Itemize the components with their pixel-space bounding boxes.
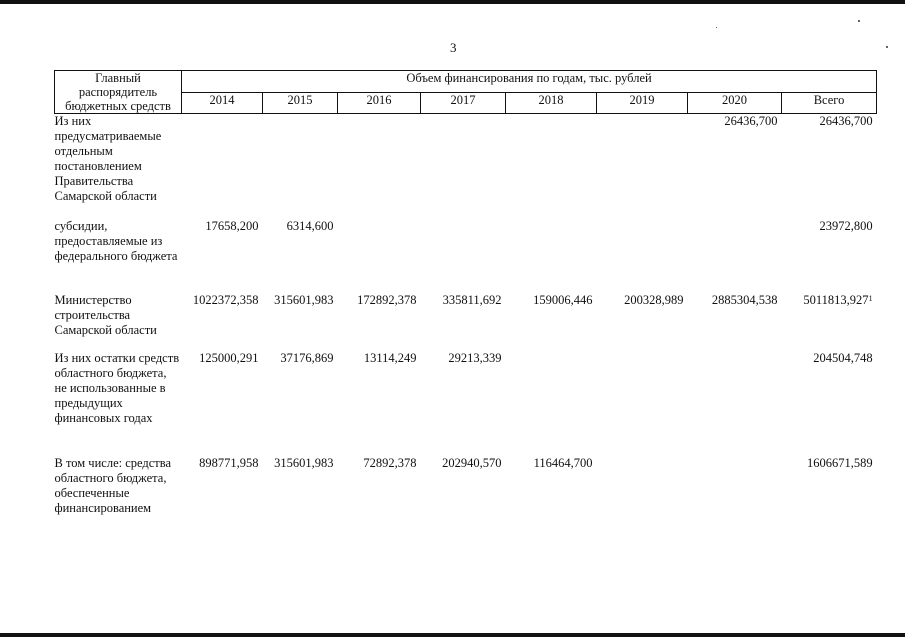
cell-2020: 2885304,538 <box>711 292 778 307</box>
cell-2014: 17658,200 <box>205 218 259 233</box>
cell-2017: 202940,570 <box>442 455 502 470</box>
cell-2019 <box>597 219 688 293</box>
cell-2015: 6314,600 <box>286 218 334 233</box>
cell-2016: 13114,249 <box>363 350 417 365</box>
scan-speck <box>886 46 888 48</box>
cell-2018: 159006,446 <box>533 292 593 307</box>
cell-2016 <box>338 114 421 219</box>
funding-table <box>54 70 877 532</box>
bottom-border-rule <box>0 633 905 637</box>
cell-2018 <box>506 114 597 219</box>
header-year-2018: 2018 <box>506 93 597 114</box>
cell-total: 204504,748 <box>813 350 873 365</box>
cell-2020: 26436,700 <box>724 114 778 128</box>
top-border-rule <box>0 0 905 4</box>
table-row <box>55 293 877 351</box>
page-number: 3 <box>450 40 457 55</box>
header-year-2019: 2019 <box>597 93 688 114</box>
cell-2015: 315601,983 <box>274 455 334 470</box>
header-year-2014: 2014 <box>182 93 263 114</box>
cell-2014: 1022372,358 <box>192 292 259 307</box>
header-year-2017: 2017 <box>421 93 506 114</box>
cell-2020 <box>688 456 782 532</box>
cell-2014: 898771,958 <box>199 455 259 470</box>
cell-2019: 200328,989 <box>624 292 684 307</box>
row-label: субсидии, предоставляемые из федерального бюджета <box>54 218 178 263</box>
cell-2015: 37176,869 <box>280 350 334 365</box>
cell-2016: 72892,378 <box>363 455 417 470</box>
cell-2018 <box>506 351 597 456</box>
header-distributor: Главный распорядитель бюджетных средств <box>55 71 182 114</box>
cell-2017: 335811,692 <box>442 292 502 307</box>
cell-2017 <box>421 219 506 293</box>
row-label: Из них остатки средств областного бюджета, не использованные в предыдущих финансовых годах <box>54 350 180 425</box>
cell-2015: 315601,983 <box>274 292 334 307</box>
cell-2019 <box>597 114 688 219</box>
cell-total-value: 5011813,927 <box>803 292 869 307</box>
table-row <box>55 114 877 219</box>
header-funding-by-year: Объем финансирования по годам, тыс. рублей <box>182 71 877 93</box>
cell-2018 <box>506 219 597 293</box>
cell-2016 <box>338 219 421 293</box>
scan-speck <box>716 27 717 28</box>
cell-total: 23972,800 <box>819 218 873 233</box>
row-label: В том числе: средства областного бюджета, обеспеченные финансированием <box>54 455 172 515</box>
cell-2019 <box>597 456 688 532</box>
table-row <box>55 456 877 532</box>
cell-2014 <box>182 114 263 219</box>
cell-2018: 116464,700 <box>533 455 593 470</box>
cell-2014: 125000,291 <box>199 350 259 365</box>
cell-2017 <box>421 114 506 219</box>
cell-2020 <box>688 219 782 293</box>
table-row <box>55 351 877 456</box>
header-year-2016: 2016 <box>338 93 421 114</box>
header-year-2020: 2020 <box>688 93 782 114</box>
cell-2016: 172892,378 <box>357 292 417 307</box>
cell-total <box>782 293 877 351</box>
cell-total: 1606671,589 <box>806 455 873 470</box>
footnote-marker: 1 <box>868 293 873 303</box>
cell-2019 <box>597 351 688 456</box>
cell-2020 <box>688 351 782 456</box>
header-year-2015: 2015 <box>263 93 338 114</box>
cell-total: 26436,700 <box>819 114 873 128</box>
row-label: Министерство строительства Самарской области <box>54 292 157 337</box>
cell-2017: 29213,339 <box>448 350 502 365</box>
row-label: Из них предусматриваемые отдельным постановлением Правительства Самарской области <box>54 114 162 203</box>
header-total: Всего <box>782 93 877 114</box>
table-row <box>55 219 877 293</box>
cell-2015 <box>263 114 338 219</box>
scan-speck <box>858 20 860 22</box>
